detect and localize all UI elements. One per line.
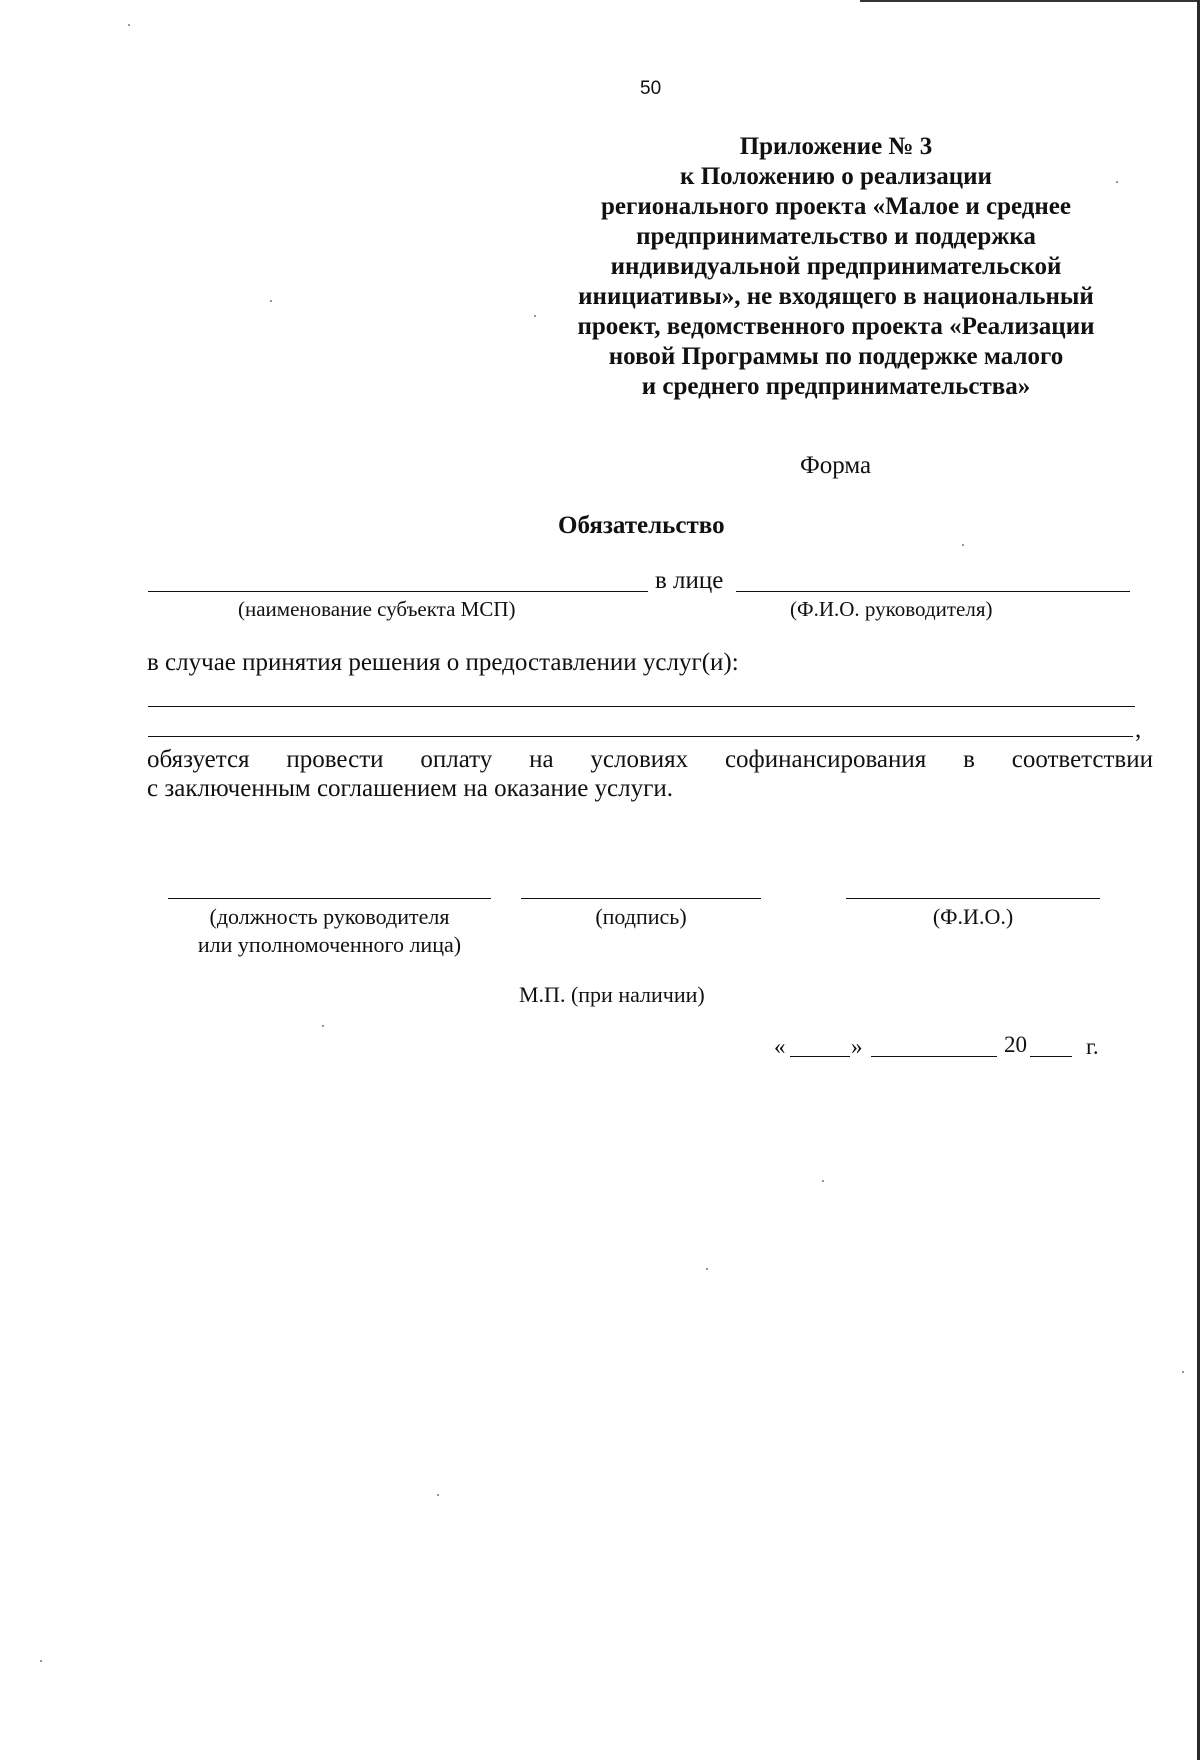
caption-full-name: (Ф.И.О.)	[932, 904, 1014, 929]
appendix-line: и среднего предпринимательства»	[641, 373, 1031, 400]
scan-speck	[437, 1494, 439, 1496]
date-year-field-line[interactable]	[1030, 1056, 1072, 1057]
obligation-line-1: обязуется провести оплату на условиях софинансирования в соответствии	[147, 746, 1153, 773]
subject-name-field-line[interactable]	[148, 591, 648, 592]
date-suffix: г.	[1086, 1034, 1099, 1059]
scan-speck	[1116, 181, 1118, 183]
appendix-line: проект, ведомственного проекта «Реализации	[577, 313, 1095, 340]
appendix-line: к Положению о реализации	[680, 163, 992, 190]
scan-speck	[822, 1180, 824, 1182]
scan-speck	[322, 1025, 324, 1027]
appendix-line: предпринимательство и поддержка	[636, 223, 1036, 250]
director-name-field-line[interactable]	[736, 591, 1130, 592]
scan-speck	[706, 1268, 708, 1270]
scan-speck	[534, 315, 536, 317]
scan-speck	[40, 1660, 42, 1662]
scan-speck	[270, 300, 272, 302]
caption-director-name: (Ф.И.О. руководителя)	[790, 597, 993, 621]
appendix-line: новой Программы по поддержке малого	[608, 343, 1064, 370]
scan-speck	[128, 24, 130, 26]
caption-signature: (подпись)	[595, 904, 687, 929]
signature-field-line[interactable]	[521, 898, 761, 899]
caption-subject: (наименование субъекта МСП)	[238, 597, 516, 621]
caption-position-2: или уполномоченного лица)	[197, 932, 462, 957]
scan-speck	[1182, 1371, 1184, 1373]
appendix-line: индивидуальной предпринимательской	[610, 253, 1062, 280]
form-label: Форма	[800, 452, 872, 479]
case-text: в случае принятия решения о предоставлении услуг(и):	[147, 649, 739, 676]
scan-top-edge	[860, 0, 1200, 2]
services-field-line-2[interactable]	[148, 736, 1133, 737]
scan-speck	[962, 544, 964, 546]
page-number: 50	[640, 78, 662, 99]
appendix-line: Приложение № 3	[739, 133, 933, 160]
document-title: Обязательство	[558, 512, 725, 539]
full-name-field-line[interactable]	[846, 898, 1100, 899]
date-day-field-line[interactable]	[790, 1056, 850, 1057]
position-field-line[interactable]	[168, 898, 491, 899]
date-open-quote: «	[774, 1034, 786, 1059]
caption-position-1: (должность руководителя	[209, 904, 450, 929]
services-field-line-1[interactable]	[148, 706, 1135, 707]
date-close-quote: »	[851, 1034, 863, 1059]
appendix-header	[536, 132, 1136, 402]
date-year-prefix: 20	[1004, 1032, 1027, 1057]
obligation-line-2: с заключенным соглашением на оказание услуги.	[147, 775, 674, 802]
appendix-line: регионального проекта «Малое и среднее	[600, 193, 1071, 220]
comma: ,	[1135, 716, 1142, 743]
date-month-field-line[interactable]	[871, 1056, 997, 1057]
appendix-line: инициативы», не входящего в национальный	[578, 283, 1094, 310]
in-person-label: в лице	[655, 567, 724, 594]
seal-text: М.П. (при наличии)	[519, 982, 705, 1007]
